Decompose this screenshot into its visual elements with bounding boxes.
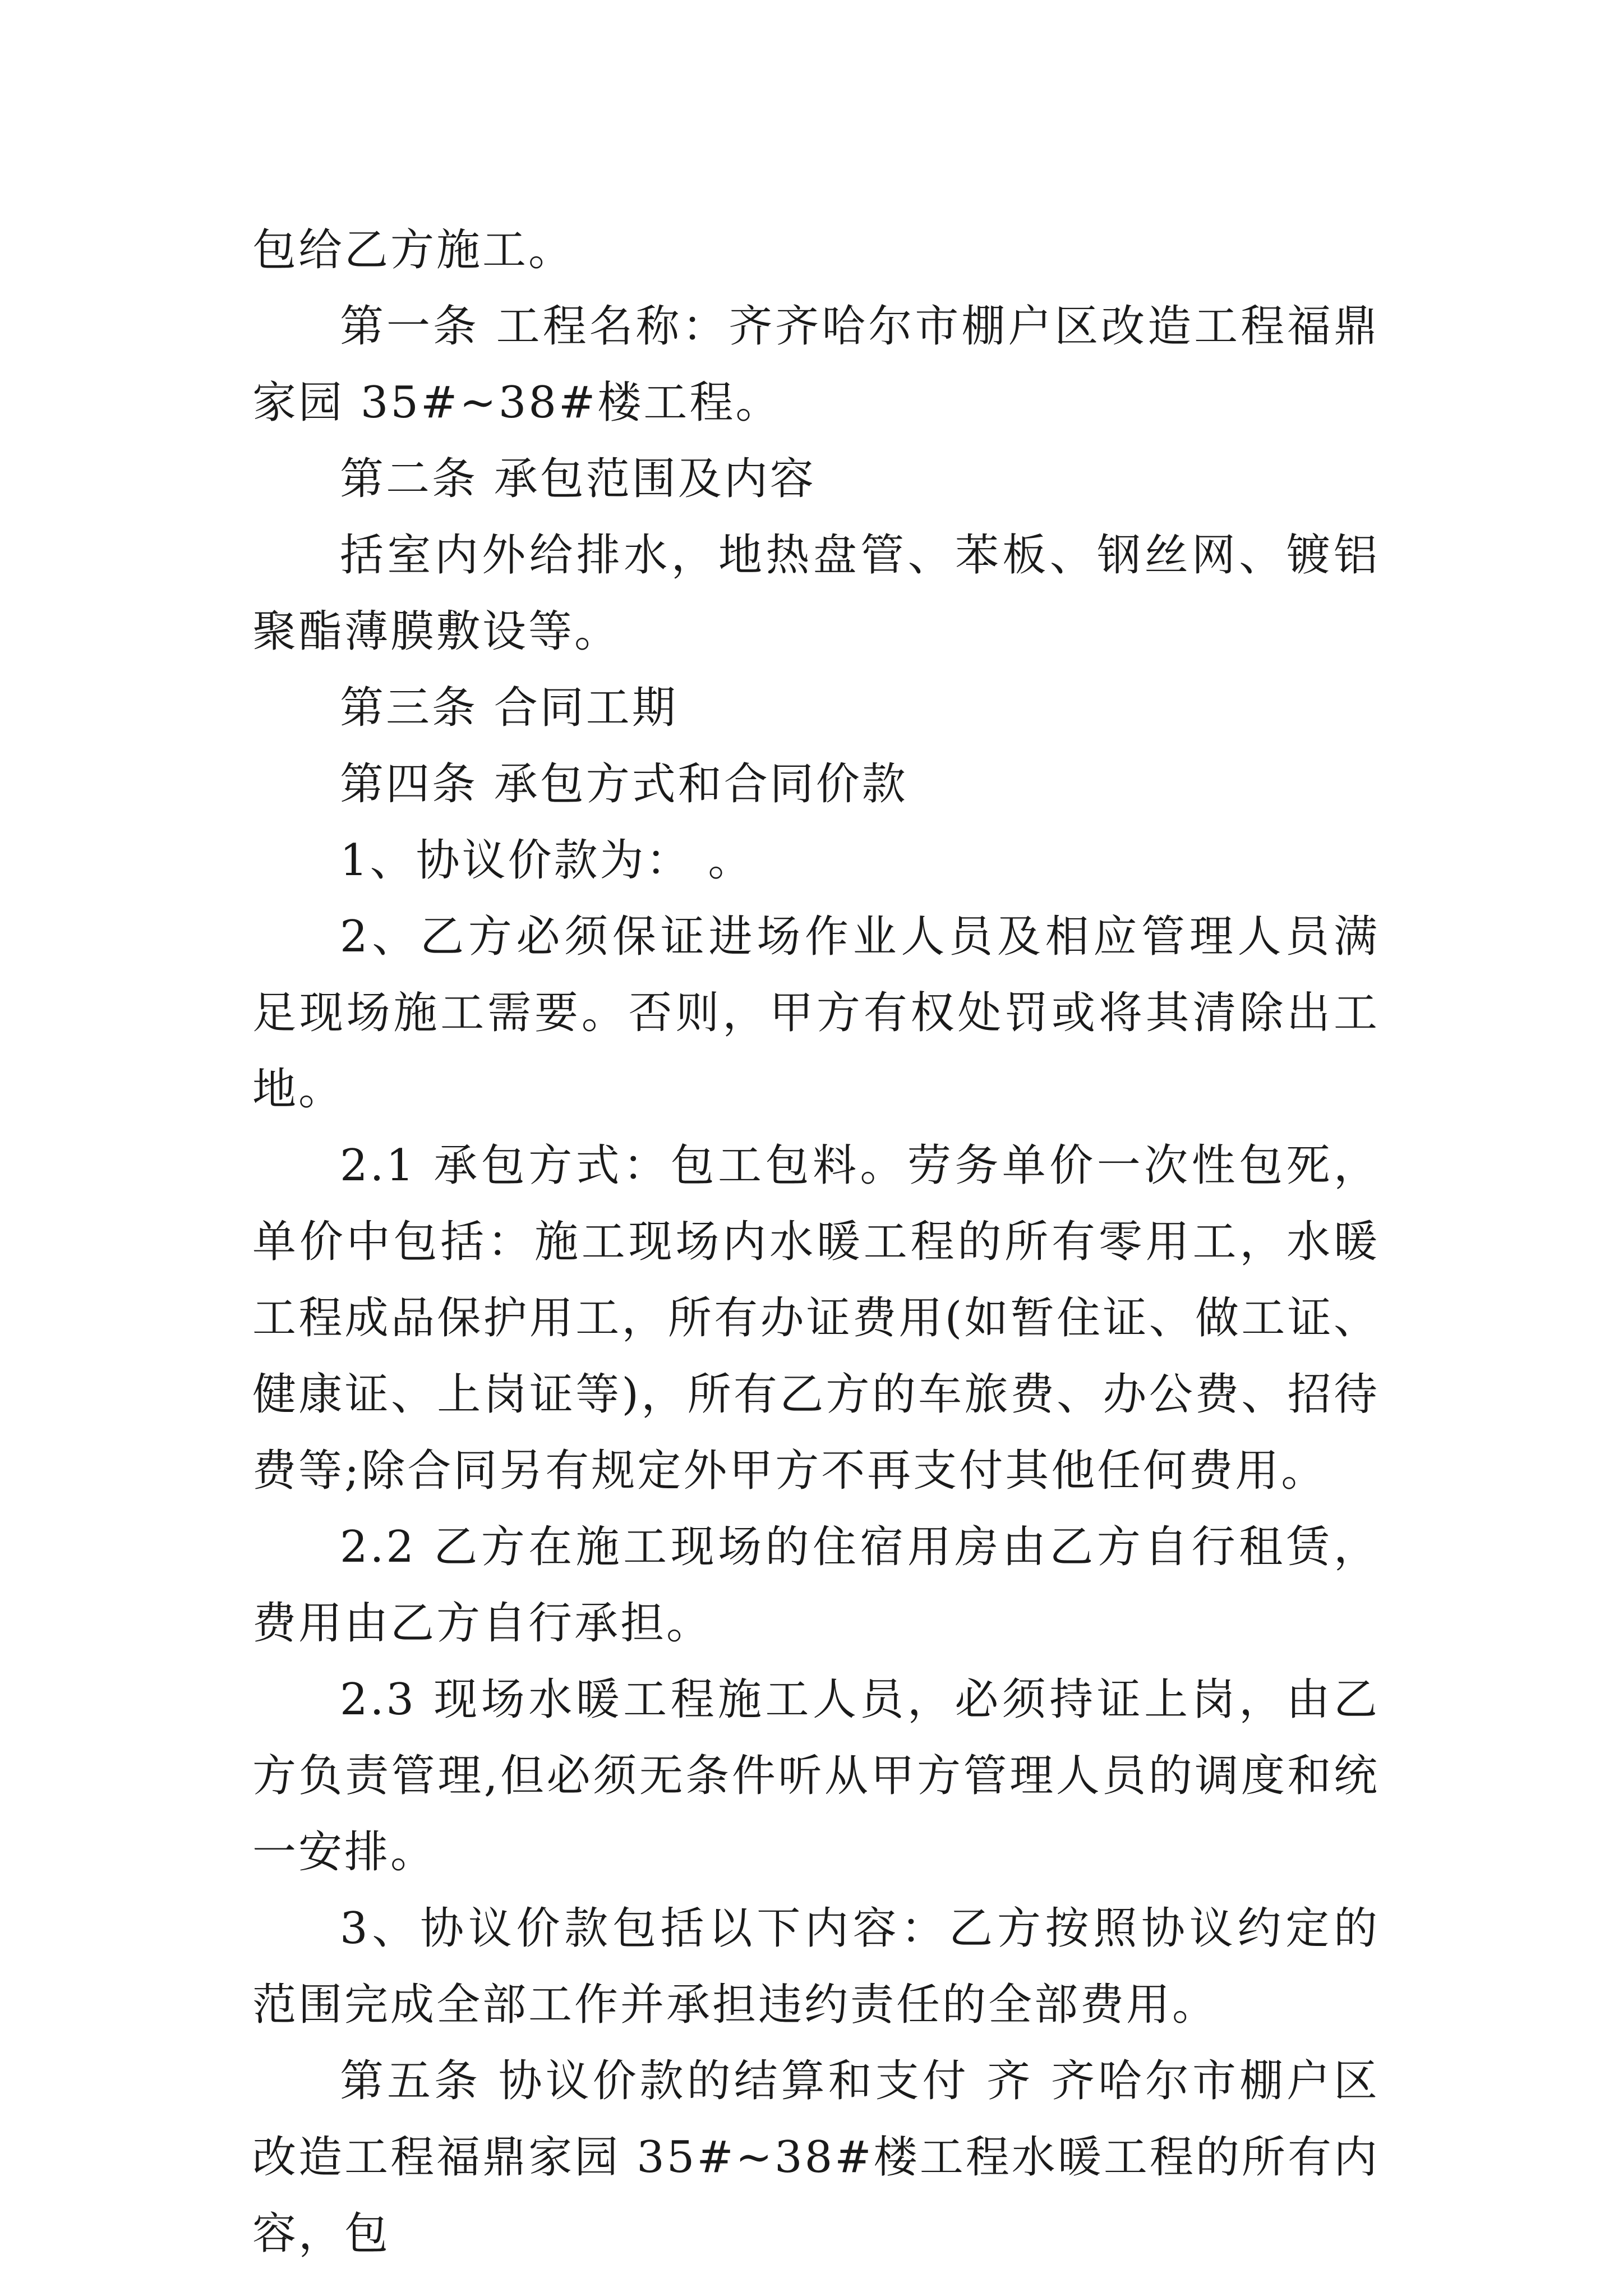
- paragraph-article-2-scope: 括室内外给排水，地热盘管、苯板、钢丝网、镀铝聚酯薄膜敷设等。: [252, 530, 1380, 657]
- paragraph-item-2-1: 2.1 承包方式：包工包料。劳务单价一次性包死，单价中包括：施工现场内水暖工程的所有零用工，水暖工程成品保护用工，所有办证费用(如暂住证、做工证、健康证、上岗证等)，所有乙方的车旅费、办公费、招待费等;除合同另有规定外甲方不再支付其他任何费用。: [252, 1140, 1380, 1496]
- paragraph-article-4-heading: 第四条 承包方式和合同价款: [340, 759, 908, 809]
- paragraph-item-1: 1、协议价款为： 。: [340, 835, 754, 886]
- paragraph-continuation: 包给乙方施工。: [252, 225, 575, 275]
- paragraph-article-3-heading: 第三条 合同工期: [340, 683, 678, 733]
- paragraph-item-2-2: 2.2 乙方在施工现场的住宿用房由乙方自行租赁，费用由乙方自行承担。: [252, 1522, 1380, 1649]
- paragraph-article-1: 第一条 工程名称：齐齐哈尔市棚户区改造工程福鼎家园 35#~38#楼工程。: [252, 301, 1380, 428]
- paragraph-article-2-heading: 第二条 承包范围及内容: [340, 454, 816, 504]
- paragraph-article-5: 第五条 协议价款的结算和支付 齐 齐哈尔市棚户区改造工程福鼎家园 35#~38#楼工程水暖工程的所有内容，包: [252, 2056, 1380, 2259]
- paragraph-item-3: 3、协议价款包括以下内容：乙方按照协议约定的范围完成全部工作并承担违约责任的全部费用。: [252, 1903, 1380, 2030]
- paragraph-item-2: 2、乙方必须保证进场作业人员及相应管理人员满足现场施工需要。否则，甲方有权处罚或将其清除出工地。: [252, 912, 1380, 1115]
- paragraph-item-2-3: 2.3 现场水暖工程施工人员，必须持证上岗，由乙方负责管理,但必须无条件听从甲方管理人员的调度和统一安排。: [252, 1674, 1380, 1878]
- document-body: [252, 212, 1380, 2272]
